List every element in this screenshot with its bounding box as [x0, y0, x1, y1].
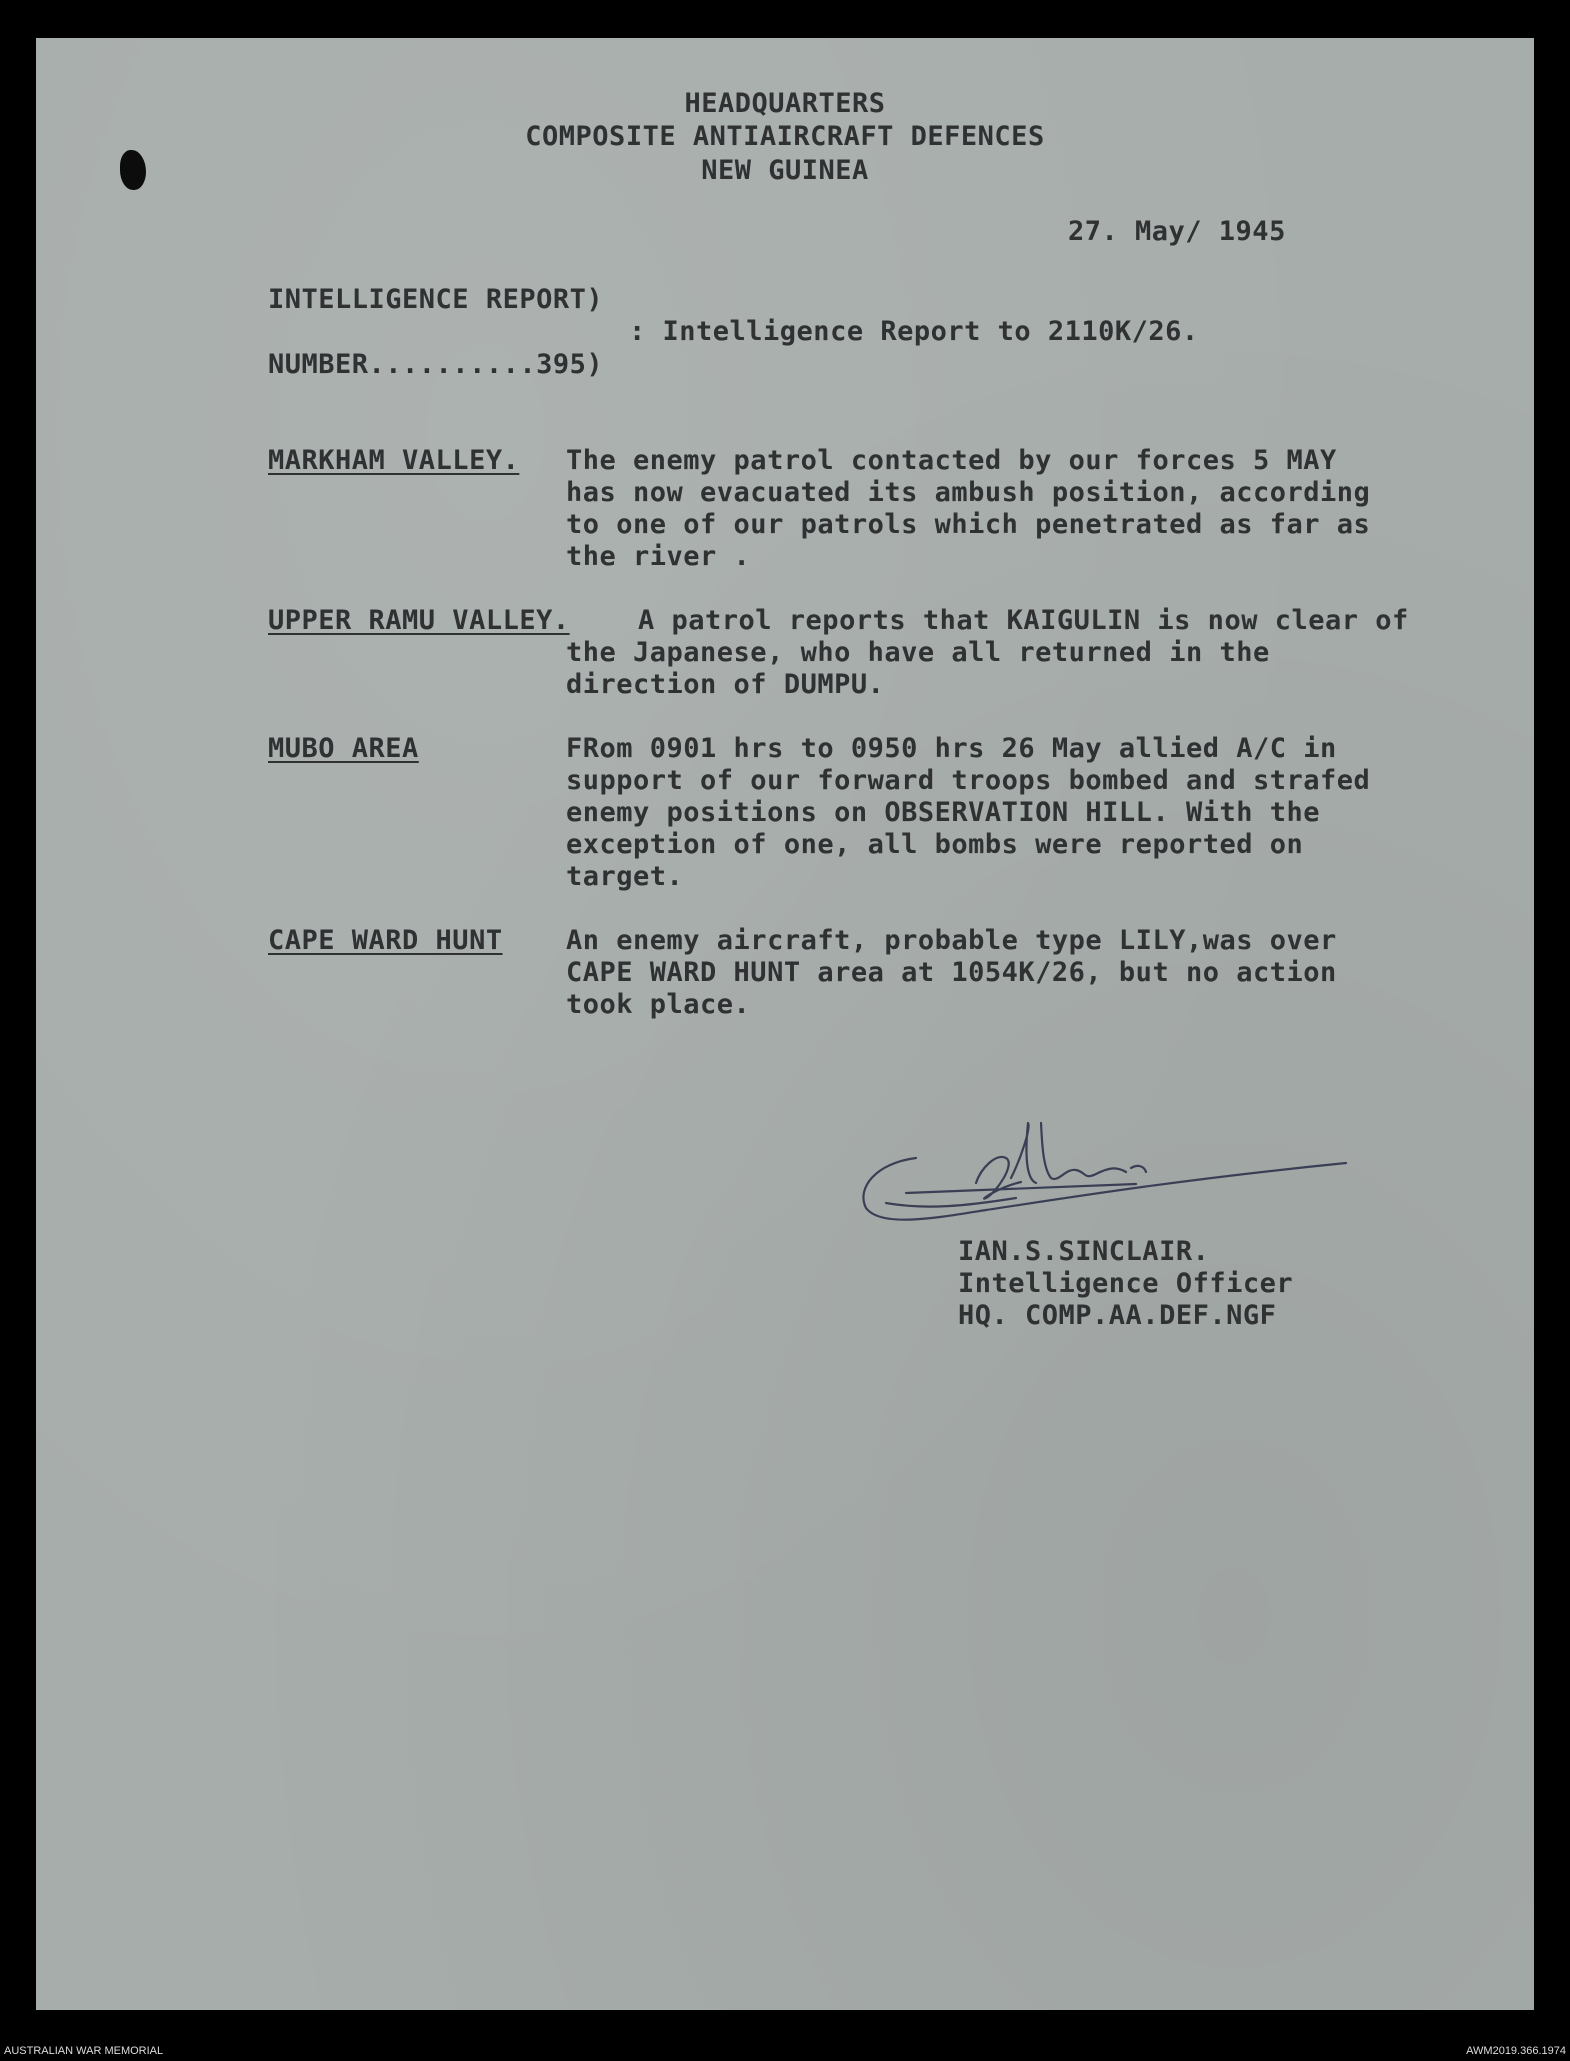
section-line: direction of DUMPU. [566, 669, 885, 700]
section-line: CAPE WARD HUNT area at 1054K/26, but no action [566, 957, 1337, 988]
section-line: An enemy aircraft, probable type LILY,was over [566, 925, 1337, 956]
report-subject: : Intelligence Report to 2110K/26. [629, 316, 1199, 347]
section-heading-mubo: MUBO AREA [268, 733, 419, 764]
header-line-3: NEW GUINEA [701, 155, 869, 186]
section-line: took place. [566, 989, 751, 1020]
header-line-1: HEADQUARTERS [684, 88, 886, 119]
handwritten-signature [846, 1098, 1366, 1248]
header-line-2: COMPOSITE ANTIAIRCRAFT DEFENCES [525, 121, 1045, 152]
section-line: target. [566, 861, 684, 892]
signoff-title: Intelligence Officer [958, 1268, 1294, 1299]
report-title: INTELLIGENCE REPORT) [268, 284, 604, 315]
document-page [36, 38, 1534, 2010]
footer-credit: AUSTRALIAN WAR MEMORIAL [4, 2045, 164, 2057]
section-line: exception of one, all bombs were reported on [566, 829, 1304, 860]
section-line: the river . [566, 541, 751, 572]
signoff-unit: HQ. COMP.AA.DEF.NGF [958, 1300, 1277, 1331]
report-date: 27. May/ 1945 [1068, 216, 1286, 247]
section-line: the Japanese, who have all returned in the [566, 637, 1270, 668]
section-line: The enemy patrol contacted by our forces 5 MAY [566, 445, 1337, 476]
section-line: A patrol reports that KAIGULIN is now clear of [638, 605, 1409, 636]
section-heading-upper-ramu: UPPER RAMU VALLEY. [268, 605, 570, 636]
section-line: enemy positions on OBSERVATION HILL. With the [566, 797, 1320, 828]
section-heading-cape-ward-hunt: CAPE WARD HUNT [268, 925, 503, 956]
footer-catalog-number: AWM2019.366.1974 [1466, 2045, 1566, 2057]
section-line: to one of our patrols which penetrated as far as [566, 509, 1371, 540]
report-number: NUMBER..........395) [268, 349, 604, 380]
signoff-name: IAN.S.SINCLAIR. [958, 1236, 1210, 1267]
section-line: FRom 0901 hrs to 0950 hrs 26 May allied A/C in [566, 733, 1337, 764]
section-line: support of our forward troops bombed and strafed [566, 765, 1371, 796]
section-line: has now evacuated its ambush position, according [566, 477, 1371, 508]
section-heading-markham: MARKHAM VALLEY. [268, 445, 520, 476]
